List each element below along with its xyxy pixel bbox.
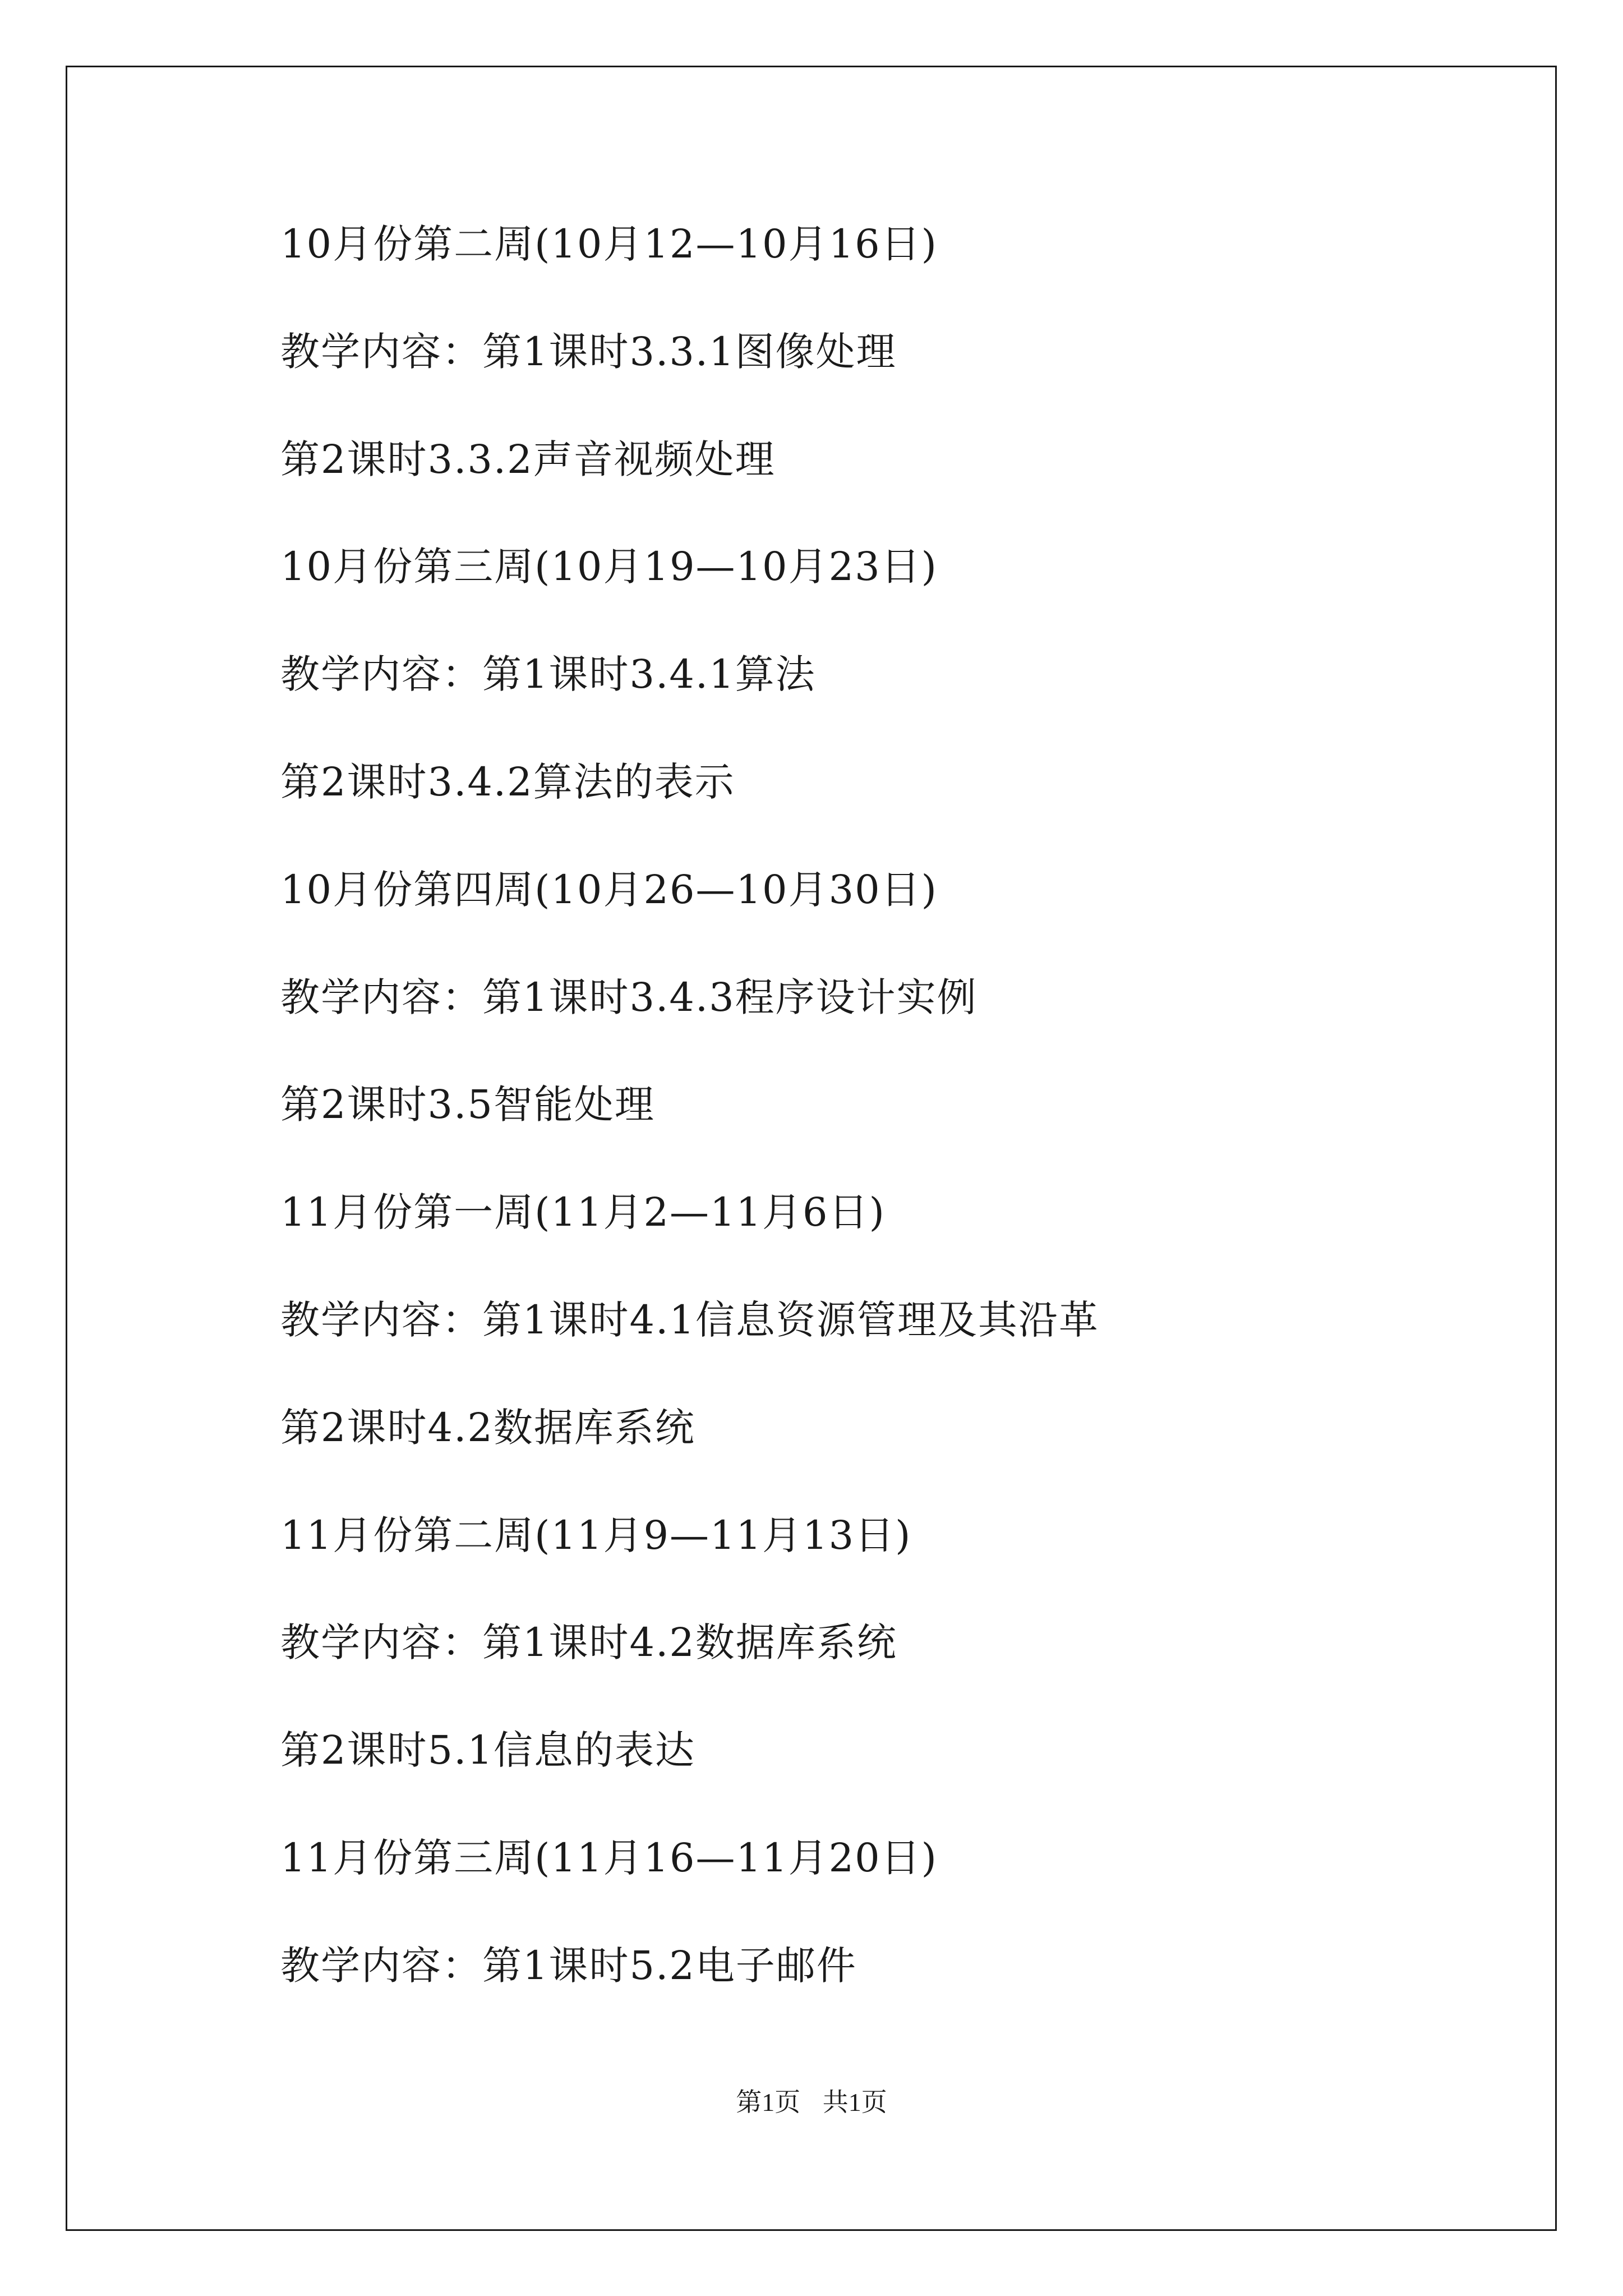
lesson-line: 教学内容：第1课时3.4.1算法: [280, 651, 816, 698]
lesson-line: 教学内容：第1课时3.4.3程序设计实例: [280, 974, 978, 1020]
lesson-line: 第2课时5.1信息的表达: [280, 1727, 695, 1774]
week-heading: 11月份第一周(11月2—11月6日): [280, 1189, 886, 1236]
week-heading: 11月份第二周(11月9—11月13日): [280, 1512, 912, 1558]
week-heading: 10月份第二周(10月12—10月16日): [280, 221, 938, 267]
lesson-line: 第2课时3.3.2声音视频处理: [280, 436, 776, 482]
lesson-line: 第2课时4.2数据库系统: [280, 1404, 695, 1451]
page-number: 第1页: [736, 2088, 801, 2116]
lesson-line: 第2课时3.5智能处理: [280, 1082, 655, 1128]
week-heading: 11月份第三周(11月16—11月20日): [280, 1834, 938, 1881]
lesson-line: 教学内容：第1课时4.2数据库系统: [280, 1619, 897, 1666]
lesson-line: 教学内容：第1课时4.1信息资源管理及其沿革: [280, 1296, 1099, 1343]
lesson-line: 第2课时3.4.2算法的表示: [280, 758, 735, 805]
page-footer: [0, 2087, 1623, 2118]
week-heading: 10月份第三周(10月19—10月23日): [280, 544, 938, 590]
lesson-line: 教学内容：第1课时5.2电子邮件: [280, 1942, 857, 1989]
document-body: [280, 222, 1514, 2051]
week-heading: 10月份第四周(10月26—10月30日): [280, 866, 938, 913]
page-total: 共1页: [822, 2088, 887, 2116]
lesson-line: 教学内容：第1课时3.3.1图像处理: [280, 328, 897, 375]
